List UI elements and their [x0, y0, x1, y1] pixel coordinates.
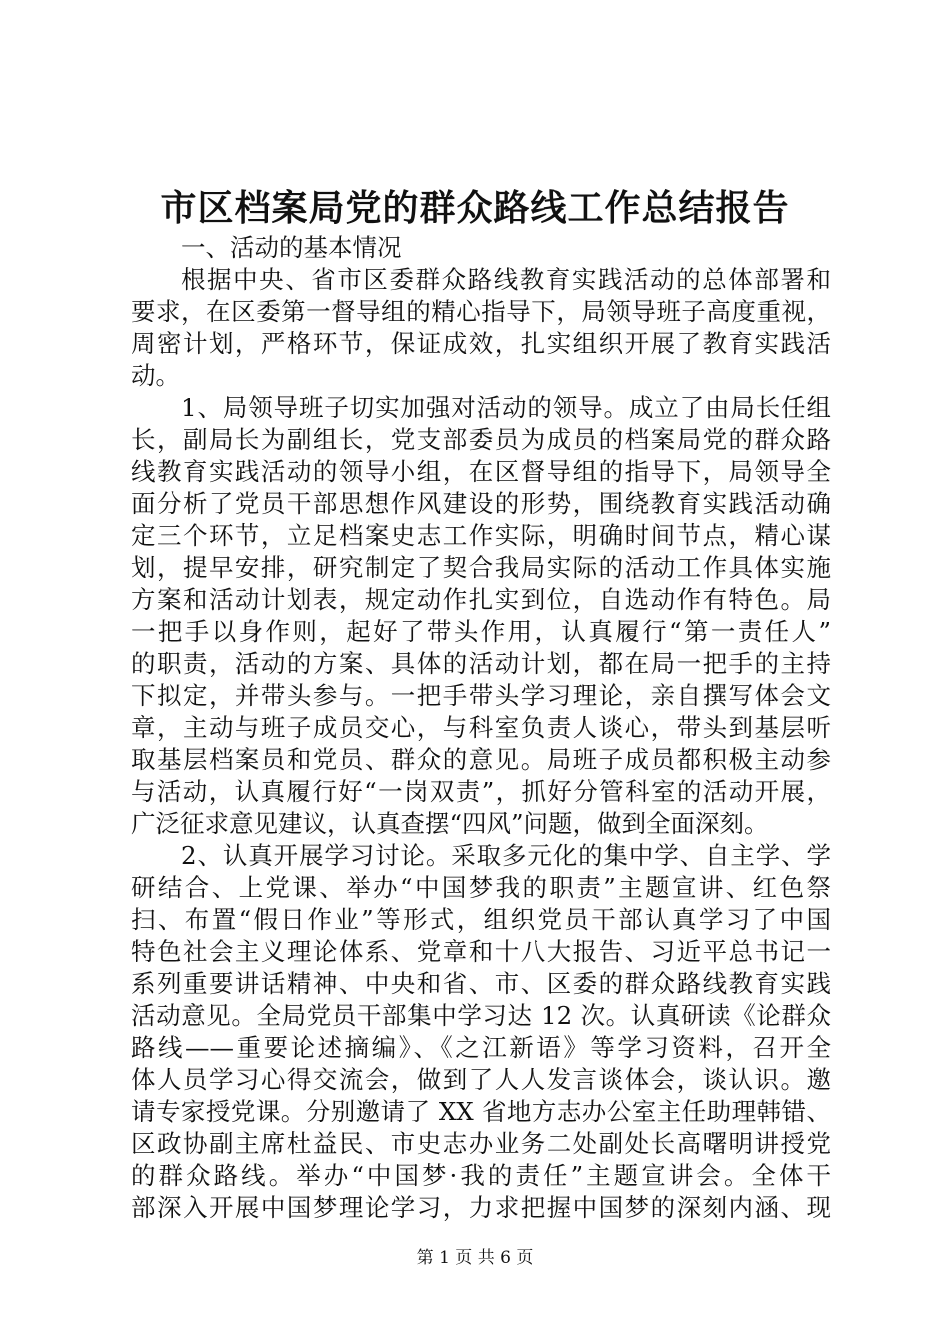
- text-line: 周密计划，严格环节，保证成效，扎实组织开展了教育实践活: [131, 329, 831, 358]
- text-line: 章，主动与班子成员交心，与科室负责人谈心，带头到基层听: [131, 713, 831, 742]
- text-line: 区政协副主席杜益民、市史志办业务二处副处长高曙明讲授党: [131, 1129, 831, 1158]
- text-line: 请专家授党课。分别邀请了 XX 省地方志办公室主任助理韩错、: [131, 1097, 831, 1126]
- text-line: 研结合、上党课、举办“中国梦我的职责”主题宣讲、红色祭: [131, 873, 831, 902]
- document-title: 市区档案局党的群众路线工作总结报告: [160, 187, 790, 229]
- text-line: 的群众路线。举办“中国梦·我的责任”主题宣讲会。全体干: [131, 1161, 831, 1190]
- text-line: 1、局领导班子切实加强对活动的领导。成立了由局长任组: [181, 393, 831, 422]
- text-line: 2、认真开展学习讨论。采取多元化的集中学、自主学、学: [181, 841, 831, 870]
- text-line: 活动意见。全局党员干部集中学习达 12 次。认真研读《论群众: [131, 1001, 831, 1030]
- text-line: 根据中央、省市区委群众路线教育实践活动的总体部署和: [181, 265, 831, 294]
- text-line: 面分析了党员干部思想作风建设的形势，围绕教育实践活动确: [131, 489, 831, 518]
- text-line: 定三个环节，立足档案史志工作实际，明确时间节点，精心谋: [131, 521, 831, 550]
- text-line: 下拟定，并带头参与。一把手带头学习理论，亲自撰写体会文: [131, 681, 831, 710]
- text-line: 长，副局长为副组长，党支部委员为成员的档案局党的群众路: [131, 425, 831, 454]
- text-line: 广泛征求意见建议，认真查摆“四风”问题，做到全面深刻。: [131, 809, 769, 838]
- text-line: 要求，在区委第一督导组的精心指导下，局领导班子高度重视，: [131, 297, 831, 326]
- text-line: 的职责，活动的方案、具体的活动计划，都在局一把手的主持: [131, 649, 831, 678]
- text-line: 特色社会主义理论体系、党章和十八大报告、习近平总书记一: [131, 937, 831, 966]
- text-line: 体人员学习心得交流会，做到了人人发言谈体会，谈认识。邀: [131, 1065, 831, 1094]
- text-line: 取基层档案员和党员、群众的意见。局班子成员都积极主动参: [131, 745, 831, 774]
- text-line: 扫、布置“假日作业”等形式，组织党员干部认真学习了中国: [131, 905, 831, 934]
- page-footer: 第 1 页 共 6 页: [416, 1248, 534, 1268]
- text-line: 线教育实践活动的领导小组，在区督导组的指导下，局领导全: [131, 457, 831, 486]
- text-line: 路线——重要论述摘编》、《之江新语》等学习资料，召开全: [131, 1033, 831, 1062]
- text-line: 系列重要讲话精神、中央和省、市、区委的群众路线教育实践: [131, 969, 831, 998]
- text-line: 部深入开展中国梦理论学习，力求把握中国梦的深刻内涵、现: [131, 1193, 831, 1222]
- text-line: 一、活动的基本情况: [181, 233, 402, 262]
- text-line: 方案和活动计划表，规定动作扎实到位，自选动作有特色。局: [131, 585, 831, 614]
- text-line: 与活动，认真履行好“一岗双责”，抓好分管科室的活动开展，: [131, 777, 831, 806]
- text-line: 划，提早安排，研究制定了契合我局实际的活动工作具体实施: [131, 553, 831, 582]
- text-line: 一把手以身作则，起好了带头作用，认真履行“第一责任人”: [131, 617, 831, 646]
- document-body: [131, 232, 831, 1224]
- text-line: 动。: [131, 361, 180, 390]
